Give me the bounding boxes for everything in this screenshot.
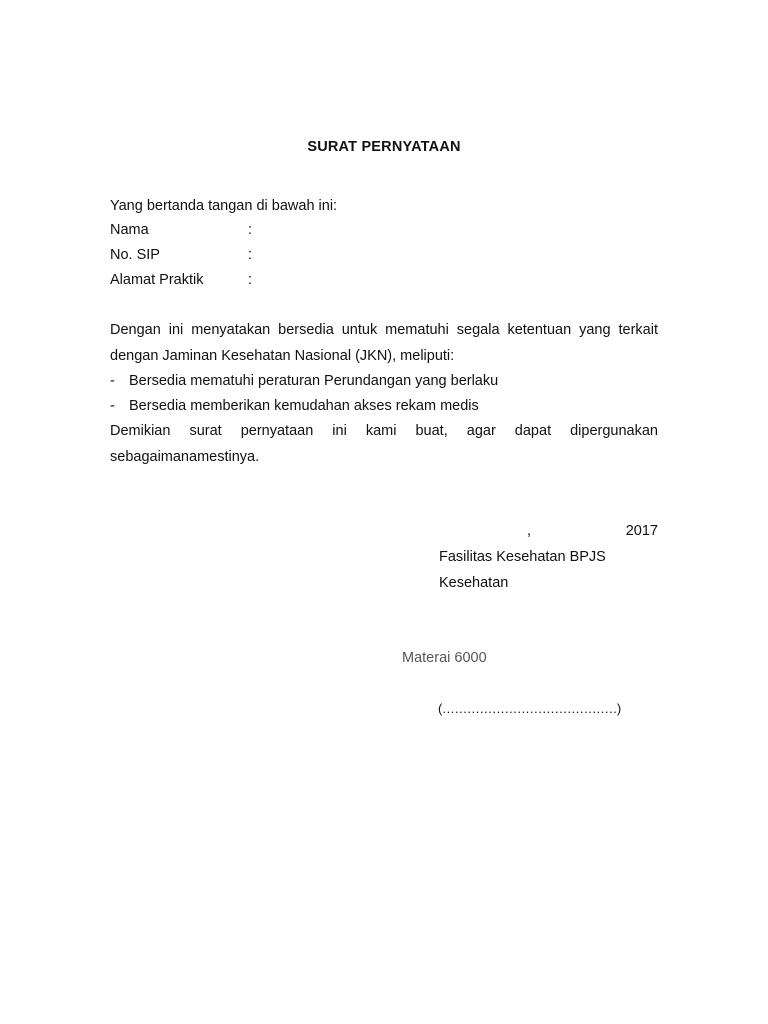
- closing-line-1: Demikian surat pernyataan ini kami buat, agar dapat dipergunakan: [110, 423, 658, 439]
- field-label-alamat: Alamat Praktik: [110, 272, 204, 288]
- signature-org-line-1: Fasilitas Kesehatan BPJS: [439, 549, 606, 565]
- field-colon-alamat: :: [248, 272, 253, 288]
- field-colon-sip: :: [248, 247, 253, 263]
- date-year: 2017: [625, 523, 658, 539]
- field-label-nama: Nama: [110, 222, 149, 238]
- bullet-dash-1: -: [110, 373, 115, 389]
- body-line-2: dengan Jaminan Kesehatan Nasional (JKN), meliputi:: [110, 348, 455, 364]
- intro-text: Yang bertanda tangan di bawah ini:: [110, 198, 338, 214]
- date-comma: ,: [527, 523, 532, 539]
- bullet-text-1: Bersedia mematuhi peraturan Perundangan yang berlaku: [129, 373, 499, 389]
- bullet-text-2: Bersedia memberikan kemudahan akses rekam medis: [129, 398, 479, 414]
- signature-name-placeholder: (……………………………………): [438, 701, 621, 716]
- bullet-dash-2: -: [110, 398, 115, 414]
- document-title: SURAT PERNYATAAN: [307, 139, 461, 155]
- field-colon-nama: :: [248, 222, 253, 238]
- stamp-label: Materai 6000: [402, 650, 487, 666]
- closing-line-2: sebagaimanamestinya.: [110, 449, 260, 465]
- body-line-1: Dengan ini menyatakan bersedia untuk mematuhi segala ketentuan yang terkait: [110, 322, 658, 338]
- field-label-sip: No. SIP: [110, 247, 160, 263]
- signature-org-line-2: Kesehatan: [439, 575, 509, 591]
